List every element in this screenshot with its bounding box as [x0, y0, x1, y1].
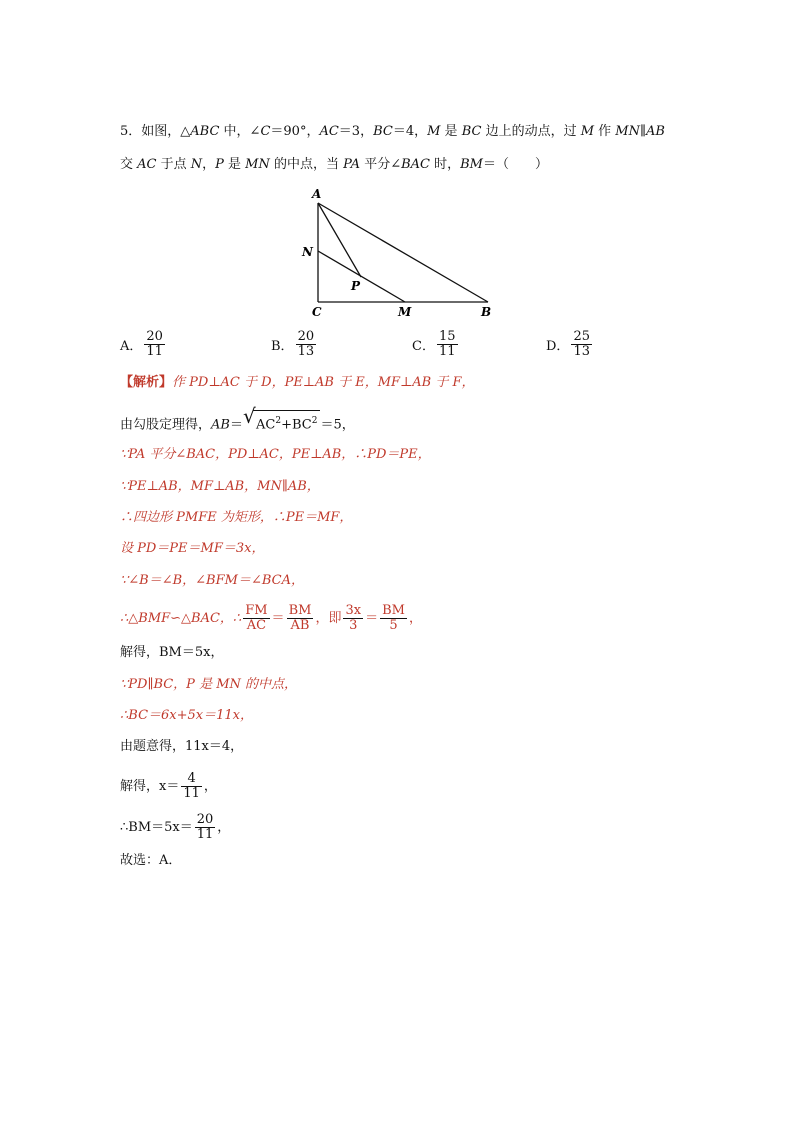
option-d[interactable]: D． $\frac{25}{13}$ — [546, 329, 590, 359]
label-m: M — [398, 305, 412, 319]
label-c: C — [312, 305, 322, 319]
segment-ab — [318, 203, 488, 302]
solution-line-3: ∵PA 平分∠BAC，PD⊥AC，PE⊥AB，∴PD＝PE， — [120, 447, 431, 462]
label-b: B — [481, 305, 492, 319]
solution-line-10: ∵PD∥BC，P 是 MN 的中点， — [120, 677, 298, 692]
fraction-bm-ab: $\frac{BM}{AB}$ — [288, 603, 312, 633]
solution-line-6: 设 PD＝PE＝MF＝3x， — [120, 541, 265, 556]
solution-line-7: ∵∠B＝∠B，∠BFM＝∠BCA， — [120, 573, 304, 588]
solution-line-15: 故选：A． — [120, 853, 182, 868]
triangle-figure — [295, 185, 505, 325]
label-n: N — [302, 245, 313, 259]
solution-line-12: 由题意得，11x＝4， — [120, 739, 244, 754]
sqrt-expression: √ $AC^2+BC^2$ — [243, 410, 320, 434]
fraction-4-11: $\frac{4}{11}$ — [183, 771, 200, 801]
fraction-bm-5: $\frac{BM}{5}$ — [382, 603, 405, 633]
fraction-fm-ac: $\frac{FM}{AC}$ — [245, 603, 268, 633]
fraction-3x-3: $\frac{3x}{3}$ — [345, 603, 362, 633]
label-a: A — [312, 187, 322, 201]
solution-line-2: 由勾股定理得，AB＝ √ $AC^2+BC^2 =5$， — [120, 404, 355, 433]
label-p: P — [351, 279, 361, 293]
segment-nm — [318, 251, 405, 302]
question-line-2: 交 AC 于点 N，P 是 MN 的中点，当 PA 平分∠BAC 时，BM＝（ ） — [120, 157, 549, 172]
option-d-fraction: $\frac{25}{13}$ — [573, 329, 590, 359]
solution-line-4: ∵PE⊥AB，MF⊥AB，MN∥AB， — [120, 479, 320, 494]
option-b[interactable]: B． $\frac{20}{13}$ — [271, 329, 315, 359]
option-a[interactable]: A． $\frac{20}{11}$ — [120, 329, 163, 359]
solution-line-8: ∴△BMF∽△BAC，∴ $\frac{FM}{AC}$ ＝ $\frac{BM}{AB}$ ，即 $\frac{3x}{3}$ ＝ $\frac{BM}{5}$ ， — [120, 603, 422, 633]
segment-ap — [318, 203, 361, 277]
option-c-fraction: $\frac{15}{11}$ — [438, 329, 456, 359]
solution-heading: 【解析】 — [120, 375, 173, 390]
solution-line-1: 【解析】作 PD⊥AC 于 D，PE⊥AB 于 E，MF⊥AB 于 F， — [120, 375, 475, 390]
question-line-1: 5．如图，△ABC 中，∠C＝90°，AC＝3，BC＝4，M 是 BC 边上的动点，过 M 作 MN∥AB — [120, 124, 665, 139]
solution-line-13: 解得，x＝ $\frac{4}{11}$ ， — [120, 771, 217, 801]
option-b-fraction: $\frac{20}{13}$ — [297, 329, 315, 359]
fraction-20-11: $\frac{20}{11}$ — [196, 812, 214, 842]
option-a-fraction: $\frac{20}{11}$ — [146, 329, 163, 359]
solution-line-11: ∴BC＝6x+5x＝11x， — [120, 708, 253, 723]
solution-line-9: 解得，BM＝5x， — [120, 645, 224, 660]
solution-line-5: ∴四边形 PMFE 为矩形，∴PE＝MF， — [120, 510, 353, 525]
radical-sign: √ — [242, 404, 256, 428]
solution-line-14: ∴BM＝5x＝ $\frac{20}{11}$ ， — [120, 812, 231, 842]
option-c[interactable]: C． $\frac{15}{11}$ — [412, 329, 456, 359]
